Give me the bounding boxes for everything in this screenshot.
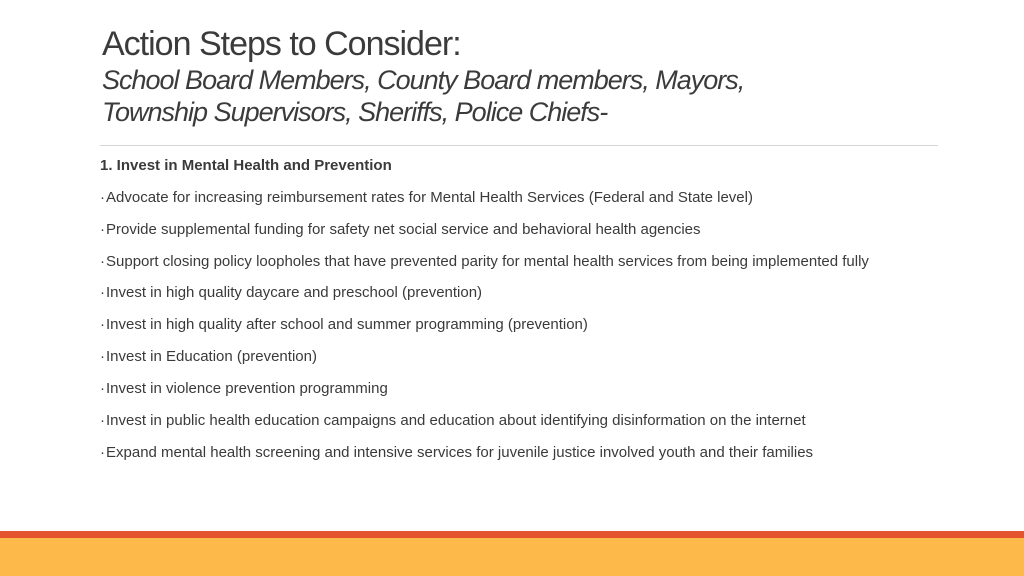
bullet-glyph: · [100,412,105,429]
slide-subtitle-line-1: School Board Members, County Board members, Mayors, [102,65,745,95]
list-item-text: Invest in Education (prevention) [106,348,317,365]
bullet-list [100,189,938,462]
list-item [100,412,938,430]
list-item-text: Expand mental health screening and intensive services for juvenile justice involved youth and their families [106,444,814,461]
bullet-glyph: · [100,316,105,333]
bullet-glyph: · [100,253,105,270]
list-item [100,348,938,366]
list-item [100,221,938,239]
list-item-text: Invest in high quality after school and summer programming (prevention) [106,316,588,333]
list-item [100,380,938,398]
list-item [100,284,938,302]
list-item-text: Support closing policy loopholes that have prevented parity for mental health services from being implemented fully [106,253,869,270]
bullet-glyph: · [100,189,105,206]
title-divider [100,145,938,146]
list-item [100,444,938,462]
slide-content [100,157,938,476]
slide-title: Action Steps to Consider: [102,25,461,63]
bullet-glyph: · [100,348,105,365]
list-item-text: Invest in violence prevention programming [106,380,388,397]
list-item [100,253,938,270]
list-item [100,189,938,207]
list-item-text: Invest in public health education campaigns and education about identifying disinformation on the internet [106,412,806,429]
bullet-glyph: · [100,284,105,301]
footer-accent-stripe [0,531,1024,538]
slide-subtitle-line-2: Township Supervisors, Sheriffs, Police Chiefs- [102,97,608,127]
list-item [100,316,938,334]
bullet-glyph: · [100,444,105,461]
slide-title-block [102,24,938,128]
list-item-text: Advocate for increasing reimbursement rates for Mental Health Services (Federal and State level) [106,189,753,206]
footer-band [0,538,1024,576]
section-heading: 1. Invest in Mental Health and Prevention [100,157,392,174]
bullet-glyph: · [100,380,105,397]
list-item-text: Provide supplemental funding for safety net social service and behavioral health agencies [106,221,701,238]
bullet-glyph: · [100,221,105,238]
list-item-text: Invest in high quality daycare and preschool (prevention) [106,284,483,301]
